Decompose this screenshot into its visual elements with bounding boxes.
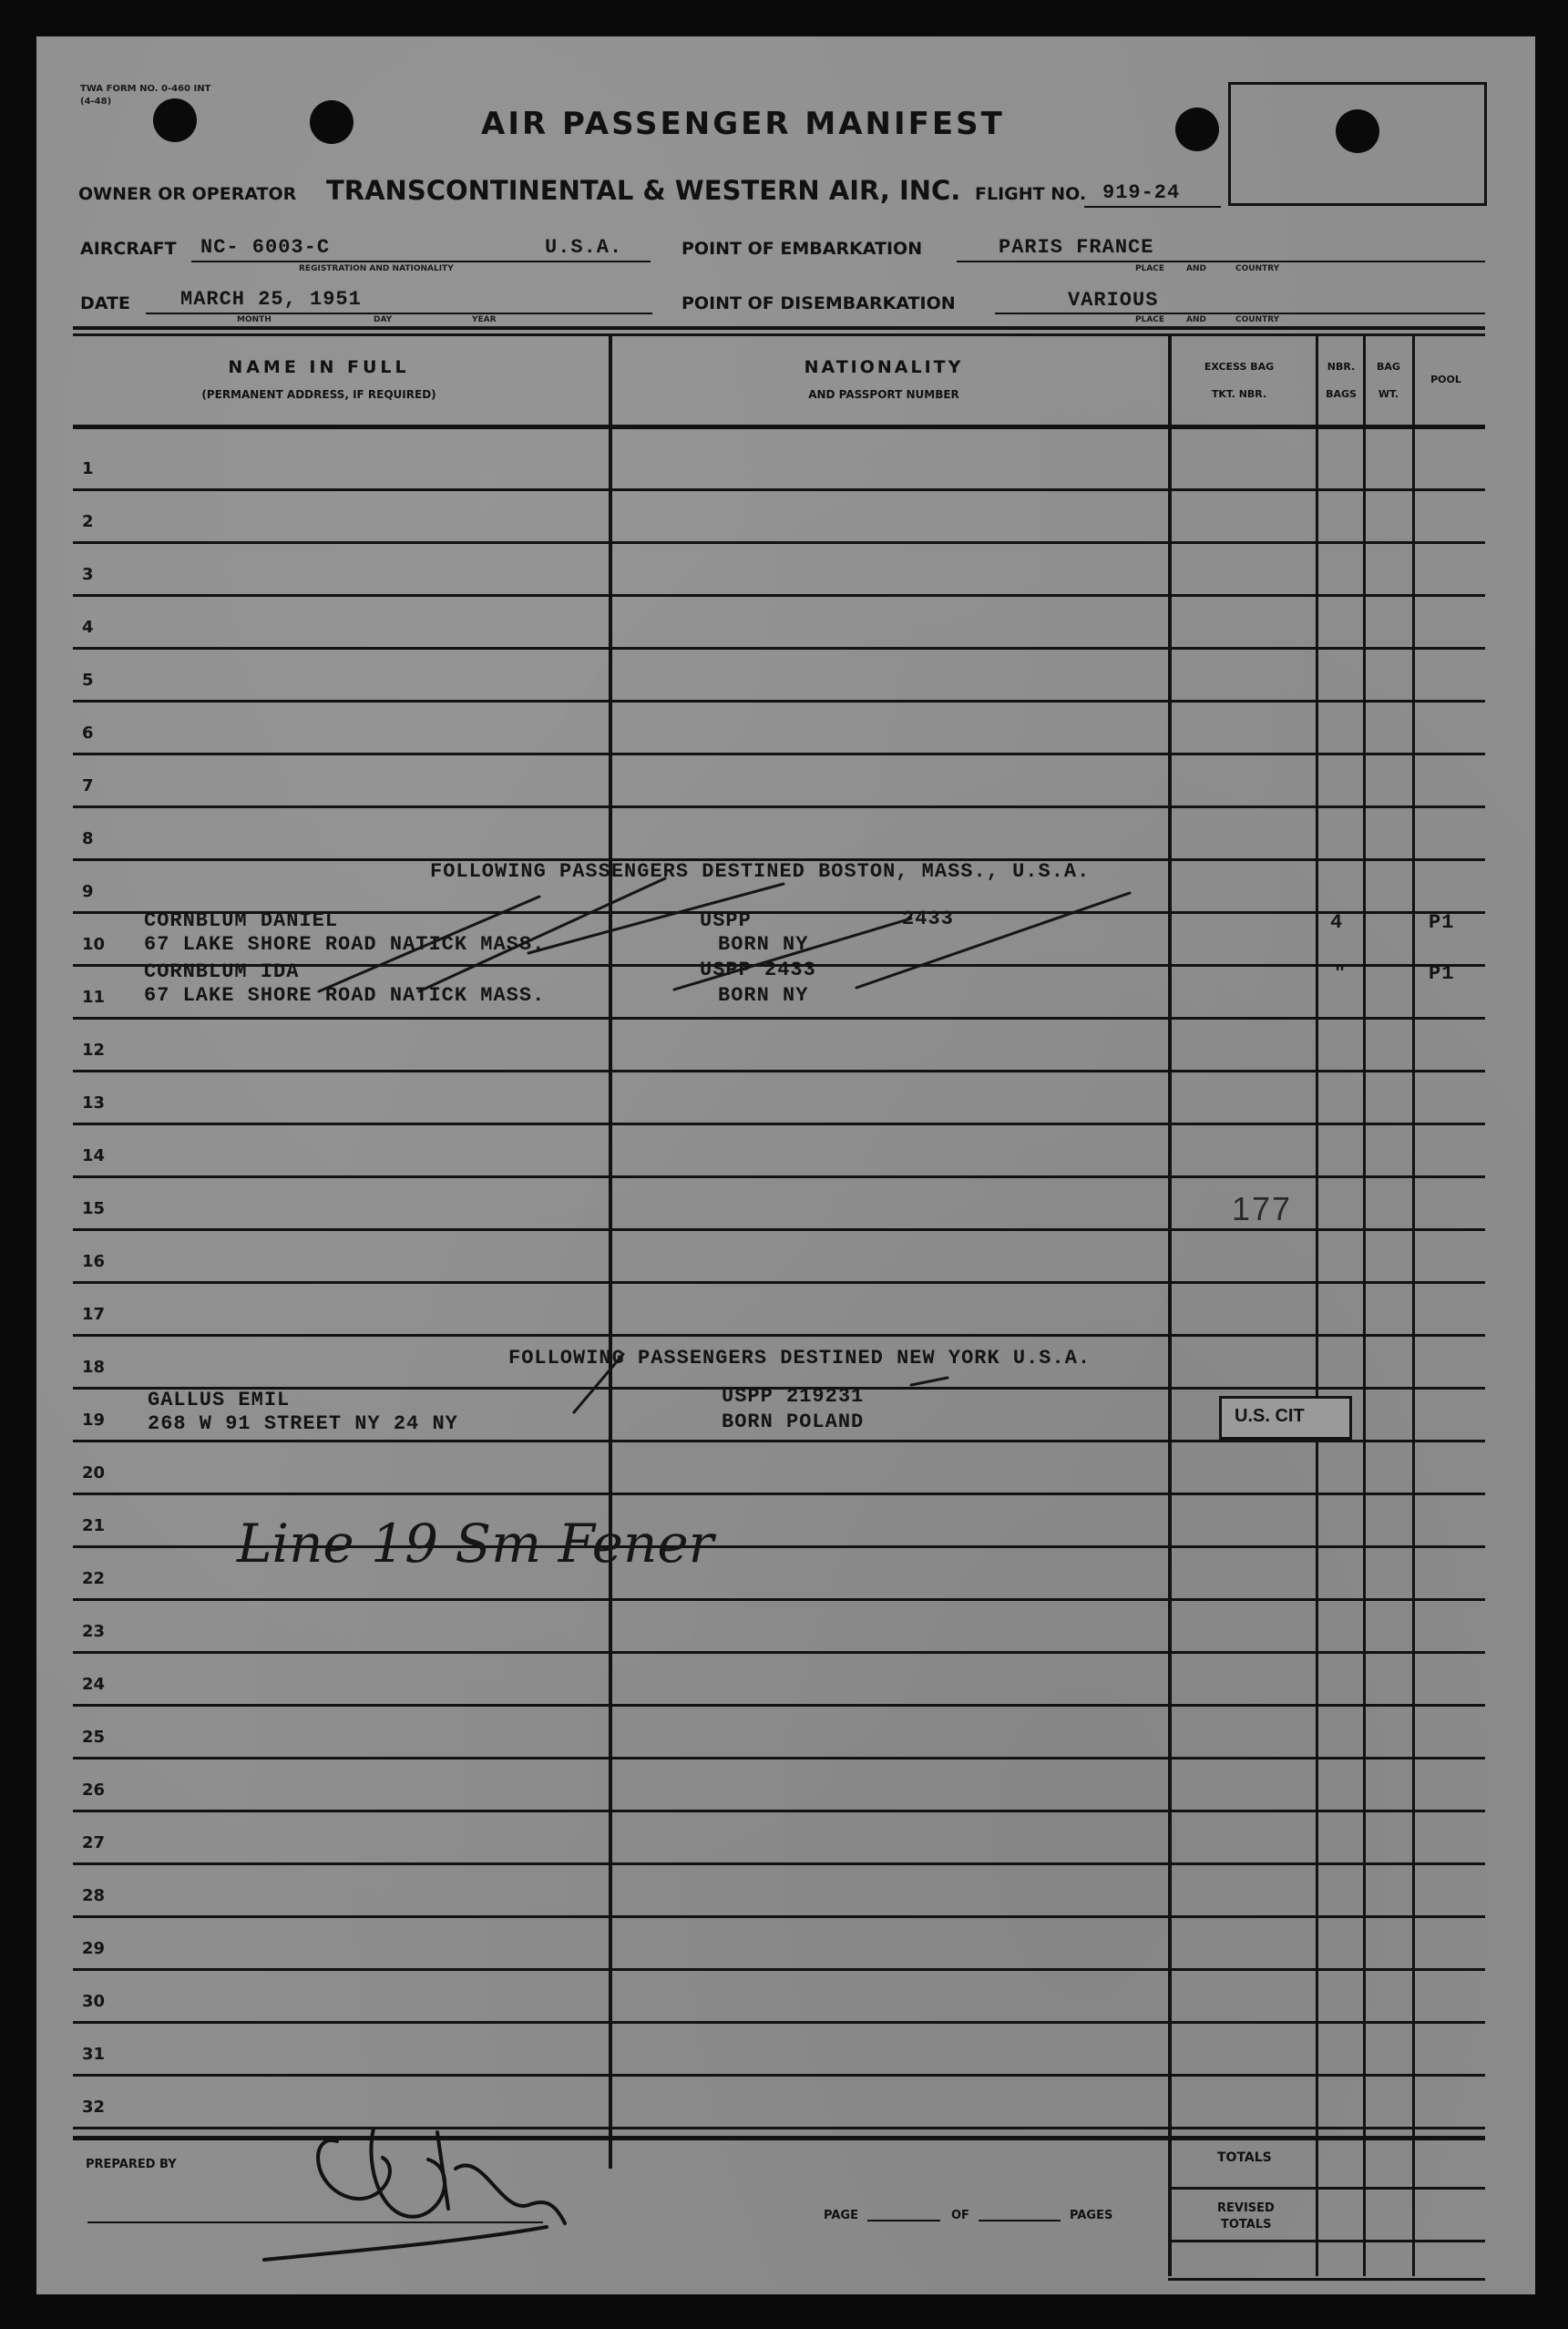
- row-number: 6: [82, 723, 94, 743]
- row-number: 8: [82, 829, 94, 848]
- row-15-excess-number: 177: [1232, 1190, 1293, 1227]
- row-number: 2: [82, 512, 94, 531]
- form-number: TWA FORM NO. 0-460 INT: [80, 84, 211, 94]
- row-number: 4: [82, 618, 94, 637]
- col-header-excess: EXCESS BAG: [1204, 361, 1275, 373]
- col-subheader-nationality: AND PASSPORT NUMBER: [808, 388, 959, 401]
- row-number: 31: [82, 2045, 106, 2064]
- row-number: 10: [82, 935, 106, 954]
- disembark-sub-place: PLACE: [1135, 315, 1165, 324]
- page-title: AIR PASSENGER MANIFEST: [481, 106, 1005, 142]
- row-number: 18: [82, 1358, 106, 1377]
- col-subheader-nbr: BAGS: [1326, 388, 1357, 400]
- row-number: 26: [82, 1780, 106, 1800]
- row-number: 11: [82, 988, 106, 1007]
- row-number: 32: [82, 2098, 106, 2117]
- disembark-sub-and: AND: [1186, 315, 1206, 324]
- date-sub-day: DAY: [374, 315, 393, 324]
- row-number: 17: [82, 1305, 106, 1324]
- passenger-1-passport-number: 2433: [902, 908, 954, 930]
- row-number: 9: [82, 882, 94, 901]
- passenger-1-passport-label: USPP: [700, 909, 752, 932]
- date-label: DATE: [80, 293, 130, 313]
- row-number: 7: [82, 776, 94, 795]
- newyork-group-header: FOLLOWING PASSENGERS DESTINED NEW YORK U.S.A.: [508, 1347, 1091, 1370]
- passenger-2-name: CORNBLUM IDA: [144, 960, 300, 983]
- row-number: 21: [82, 1516, 106, 1535]
- passenger-3-passport: USPP 219231: [722, 1385, 865, 1408]
- row-number: 1: [82, 459, 94, 478]
- passenger-3-name: GALLUS EMIL: [148, 1389, 291, 1411]
- passenger-1-name: CORNBLUM DANIEL: [144, 909, 339, 932]
- row-number: 20: [82, 1463, 106, 1483]
- prepared-by-line: [87, 2221, 543, 2223]
- aircraft-nationality: U.S.A.: [545, 236, 623, 259]
- owner-label: OWNER OR OPERATOR: [78, 184, 297, 204]
- page-line: [867, 2220, 940, 2221]
- col-subheader-excess: TKT. NBR.: [1211, 388, 1267, 400]
- col-subheader-bagwt: WT.: [1378, 388, 1399, 400]
- col-header-pool: POOL: [1430, 374, 1461, 385]
- date-sub-month: MONTH: [237, 315, 272, 324]
- passenger-2-bags: ": [1334, 962, 1348, 985]
- embark-sub-country: COUNTRY: [1235, 264, 1280, 273]
- row-number: 25: [82, 1728, 106, 1747]
- row-number: 19: [82, 1411, 106, 1430]
- embark-sub-place: PLACE: [1135, 264, 1165, 273]
- owner-value: TRANSCONTINENTAL & WESTERN AIR, INC.: [326, 175, 961, 206]
- passenger-3-address: 268 W 91 STREET NY 24 NY: [148, 1412, 458, 1435]
- citizenship-stamp-text: U.S. CIT: [1235, 1406, 1305, 1426]
- row-number: 29: [82, 1939, 106, 1958]
- col-header-nationality: NATIONALITY: [804, 357, 964, 377]
- revised-totals-label: TOTALS: [1221, 2218, 1272, 2232]
- form-revision: (4-48): [80, 97, 112, 107]
- of-label: OF: [951, 2209, 969, 2222]
- preparer-signature: [264, 2129, 565, 2260]
- row-number: 14: [82, 1146, 106, 1165]
- strike-mark-3: [528, 884, 784, 953]
- col-header-nbr: NBR.: [1327, 361, 1356, 373]
- aircraft-value: NC- 6003-C: [200, 236, 331, 259]
- strike-mark-7: [911, 1378, 948, 1385]
- strike-mark-6: [574, 1354, 623, 1412]
- revised-label: REVISED: [1217, 2201, 1275, 2215]
- col-header-bagwt: BAG: [1377, 361, 1400, 373]
- passenger-1-born: BORN NY: [718, 933, 809, 956]
- row-number: 3: [82, 565, 94, 584]
- aircraft-label: AIRCRAFT: [80, 239, 177, 259]
- row-number: 5: [82, 671, 94, 690]
- disembark-sub-country: COUNTRY: [1235, 315, 1280, 324]
- row-number: 24: [82, 1675, 106, 1694]
- row-number: 12: [82, 1041, 106, 1060]
- row-number: 30: [82, 1992, 106, 2011]
- col-subheader-name: (PERMANENT ADDRESS, IF REQUIRED): [201, 388, 436, 401]
- strike-mark-2: [419, 878, 665, 991]
- date-value: MARCH 25, 1951: [180, 288, 362, 311]
- handwritten-note: Line 19 Sm Fener: [237, 1513, 714, 1575]
- of-line: [979, 2220, 1061, 2221]
- row-number: 23: [82, 1622, 106, 1641]
- flight-value: 919-24: [1102, 181, 1181, 204]
- strike-mark-4: [674, 918, 911, 990]
- flight-label: FLIGHT NO.: [975, 184, 1087, 204]
- passenger-2-address: 67 LAKE SHORE ROAD NATICK MASS.: [144, 984, 546, 1007]
- page-label: PAGE: [824, 2209, 858, 2222]
- totals-bottom: [1168, 2240, 1485, 2242]
- row-number: 13: [82, 1093, 106, 1113]
- aircraft-sublabel: REGISTRATION AND NATIONALITY: [299, 264, 454, 273]
- date-sub-year: YEAR: [472, 315, 497, 324]
- ink-marks: [36, 36, 1535, 2294]
- strike-mark-1: [319, 897, 539, 991]
- passenger-1-address: 67 LAKE SHORE ROAD NATICK MASS.: [144, 933, 546, 956]
- totals-label: TOTALS: [1217, 2150, 1272, 2165]
- row-number: 27: [82, 1833, 106, 1852]
- embark-value: PARIS FRANCE: [999, 236, 1154, 259]
- disembark-value: VARIOUS: [1068, 289, 1159, 312]
- col-header-name: NAME IN FULL: [228, 357, 410, 377]
- passenger-1-pool: P1: [1429, 911, 1455, 934]
- passenger-3-born: BORN POLAND: [722, 1411, 865, 1433]
- row-number: 28: [82, 1886, 106, 1905]
- totals-divider: [1168, 2187, 1485, 2190]
- prepared-by-label: PREPARED BY: [86, 2158, 177, 2171]
- boston-group-header: FOLLOWING PASSENGERS DESTINED BOSTON, MASS., U.S.A.: [430, 860, 1091, 883]
- row-number: 16: [82, 1252, 106, 1271]
- disembark-label: POINT OF DISEMBARKATION: [682, 293, 956, 313]
- strike-mark-5: [856, 893, 1130, 988]
- passenger-1-bags: 4: [1330, 911, 1344, 934]
- row-number: 15: [82, 1199, 106, 1218]
- passenger-2-pool: P1: [1429, 962, 1455, 985]
- pages-label: PAGES: [1070, 2209, 1113, 2222]
- embark-label: POINT OF EMBARKATION: [682, 239, 923, 259]
- embark-sub-and: AND: [1186, 264, 1206, 273]
- passenger-2-passport: USPP 2433: [700, 959, 816, 981]
- manifest-sheet: [36, 36, 1535, 2294]
- passenger-2-born: BORN NY: [718, 984, 809, 1007]
- row-number: 22: [82, 1569, 106, 1588]
